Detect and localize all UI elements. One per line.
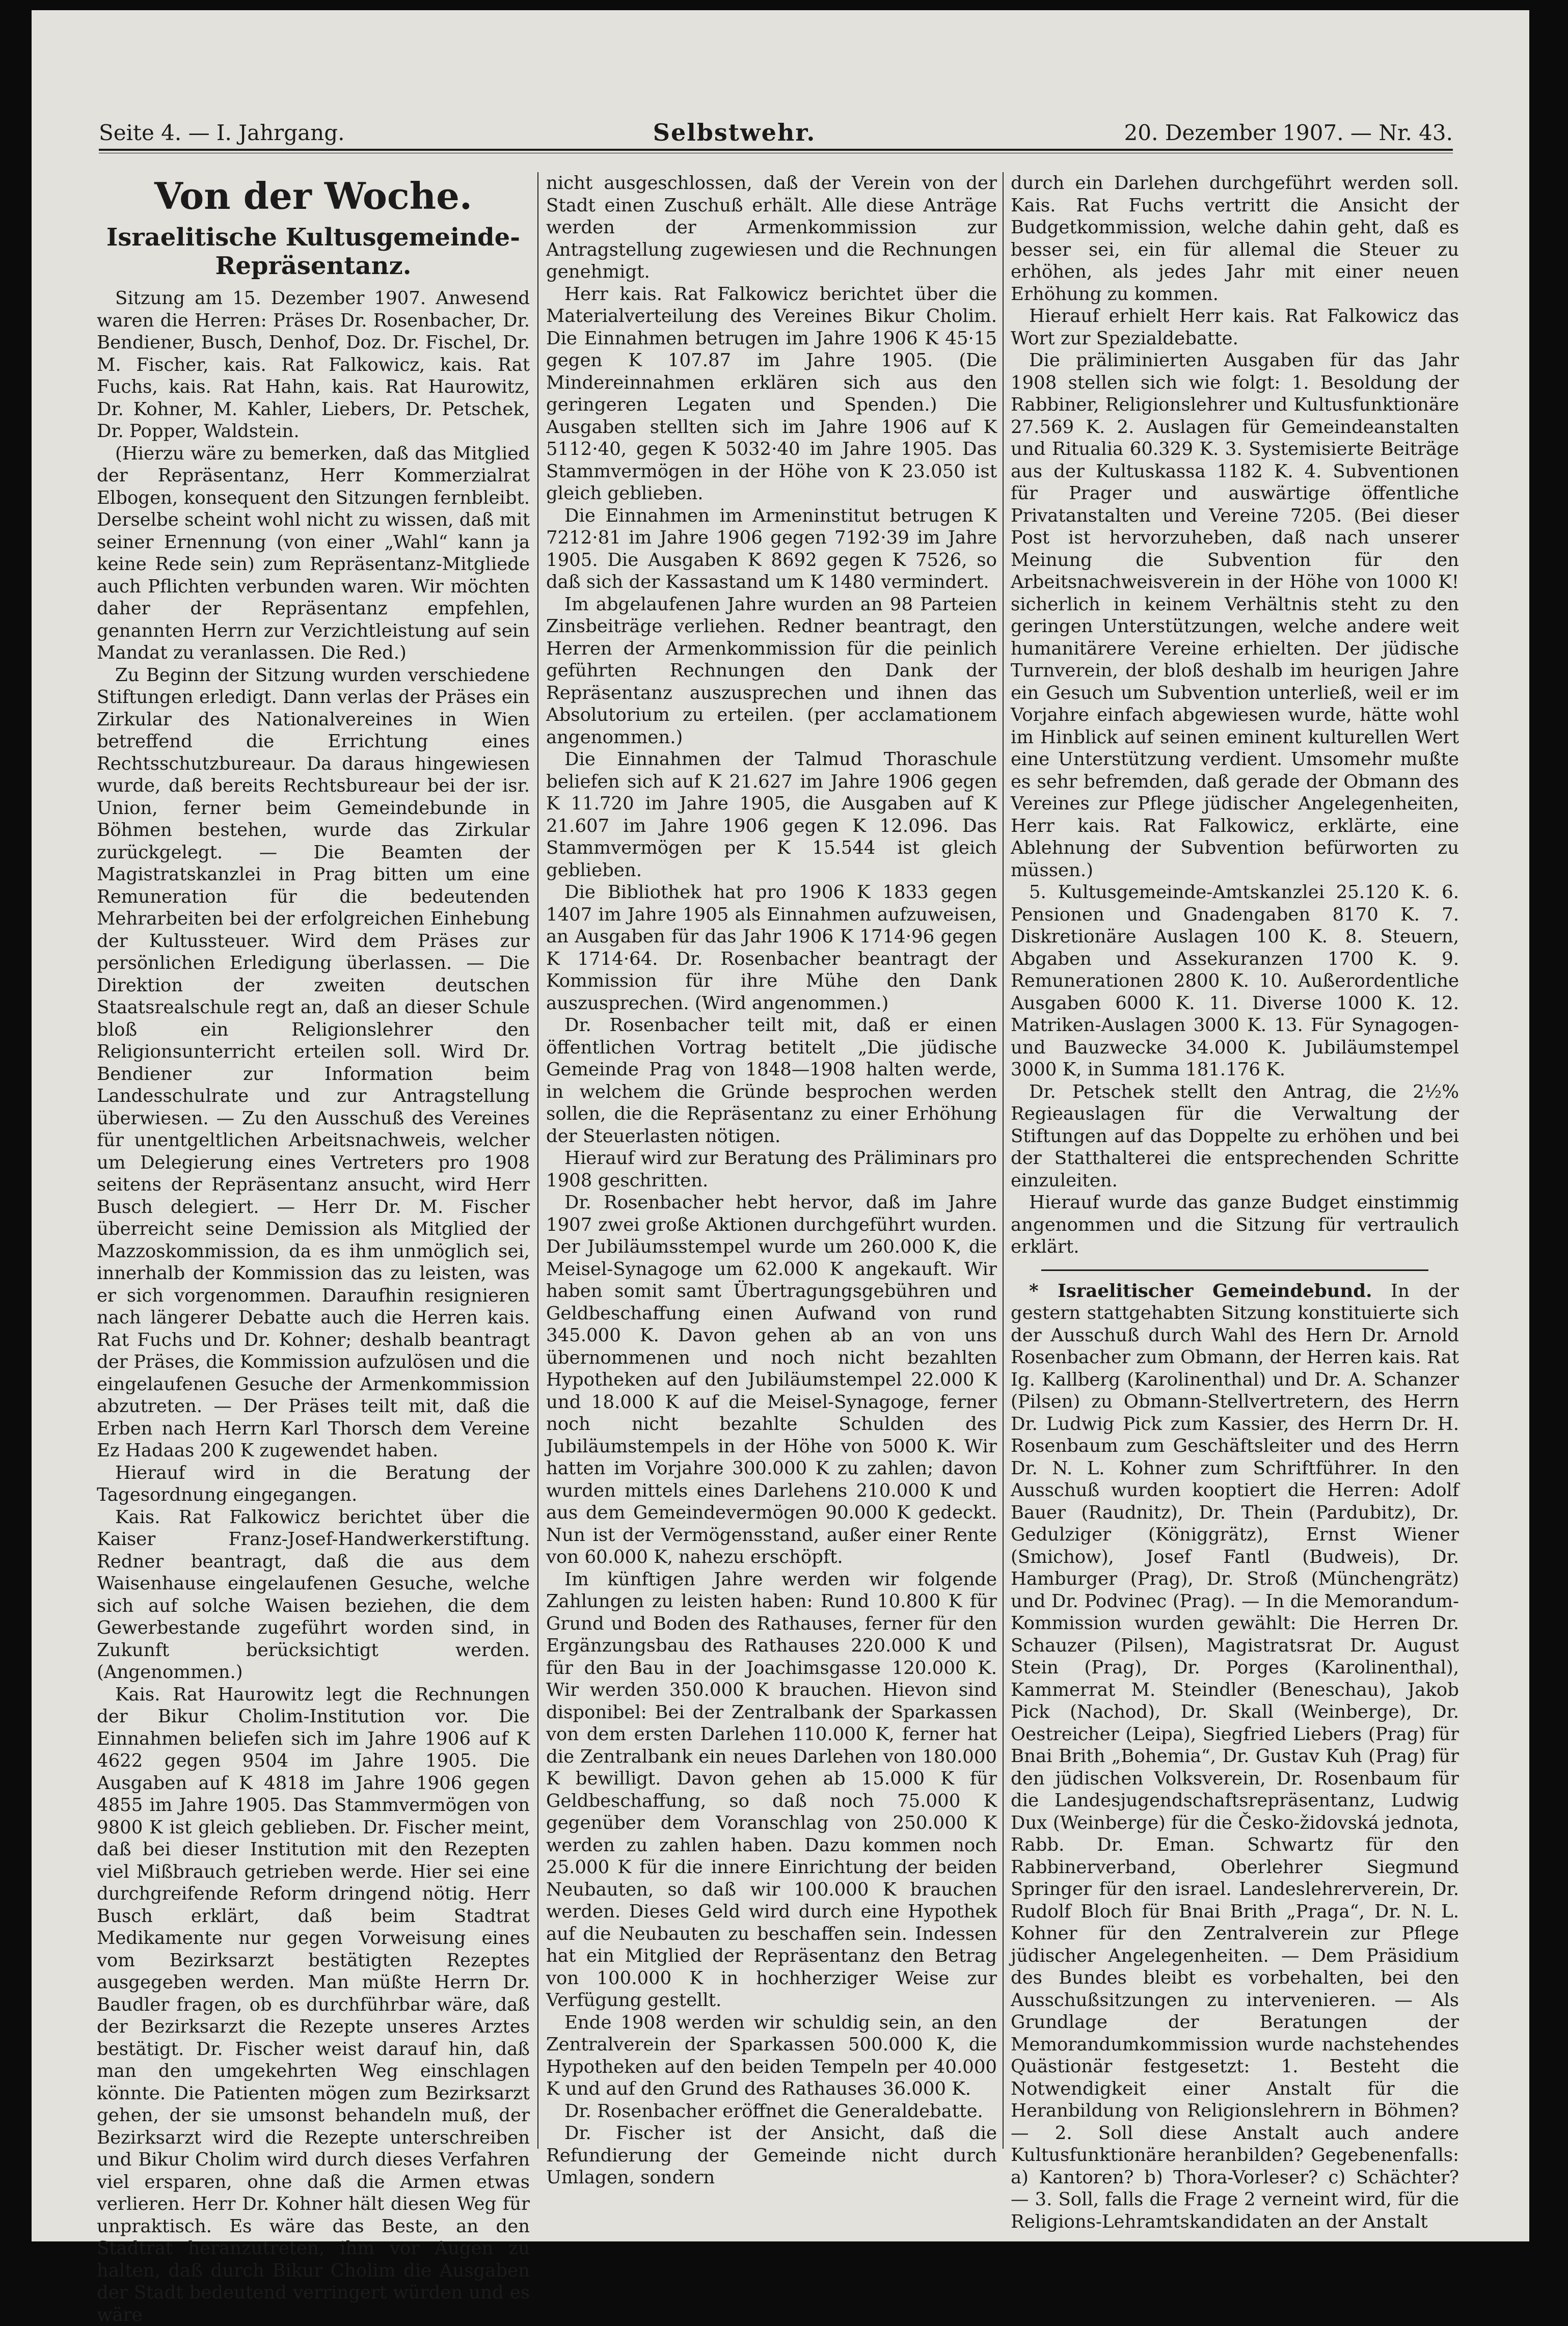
notice-heading: * Israelitischer Gemeindebund. bbox=[1029, 1281, 1372, 1302]
paragraph: Hierauf erhielt Herr kais. Rat Falkowicz das Wort zur Spezialdebatte. bbox=[1011, 305, 1459, 349]
paragraph: Kais. Rat Haurowitz legt die Rechnungen der Bikur Cholim-Institution vor. Die Einnahmen beliefen sich im Jahre 1906 auf K 4622 gegen 9504 im Jahre 1905. Die Ausgaben auf K 4818 im Jahre 1906 gegen 4855 im Jahre 1905. Das Stammvermögen von 9800 K ist gleich geblieben. Dr. Fischer meint, daß bei dieser Institution mit den Rezepten viel Mißbrauch getrieben werde. Hier sei eine durchgreifende Reform dringend nötig. Herr Busch erklärt, daß beim Stadtrat Medikamente nur gegen Vorweisung eines vom Bezirksarzt bestätigten Rezeptes ausgegeben werden. Man müßte Herrn Dr. Baudler fragen, ob es durchführbar wäre, daß der Bezirksarzt die Rezepte unseres Arztes bestätigt. Dr. Fischer weist darauf hin, daß man den umgekehrten Weg einschlagen könnte. Die Patienten mögen zum Bezirksarzt gehen, der sie umsonst behandeln muß, der Bezirksarzt wird die Rezepte unterschreiben und Bikur Cholim wird durch dieses Verfahren viel ersparen, ohne daß die Armen etwas verlieren. Herr Dr. Kohner hält diesen Weg für unpraktisch. Es wäre das Beste, an den Stadtrat heranzutreten, ihm vor Augen zu halten, daß durch Bikur Cholim die Ausgaben der Stadt bedeutend verringert würden und es wäre bbox=[97, 1684, 530, 2326]
paragraph: Im künftigen Jahre werden wir folgende Zahlungen zu leisten haben: Rund 10.800 K für Grund und Boden des Rathauses, ferner für den Ergänzungsbau des Rathauses 220.000 K und für den Bau in der Joachimsgasse 120.000 K. Wir werden 350.000 K brauchen. Hievon sind disponibel: Bei der Zentralbank der Sparkassen von dem ersten Darlehen 110.000 K, ferner hat die Zentralbank ein neues Darlehen von 180.000 K bewilligt. Davon gehen ab 15.000 K für Geldbeschaffung, so daß noch 75.000 K gegenüber dem Voranschlag von 250.000 K werden zu zahlen haben. Dazu kommen noch 25.000 K für die innere Einrichtung der beiden Neubauten, so daß wir 100.000 K brauchen werden. Dieses Geld wird durch eine Hypothek auf die Neubauten zu beschaffen sein. Indessen hat ein Mitglied der Repräsentanz den Betrag von 100.000 K in hochherziger Weise zur Verfügung gestellt. bbox=[546, 1568, 997, 2012]
paragraph: Hierauf wurde das ganze Budget einstimmig angenommen und die Sitzung für vertraulich erklärt. bbox=[1011, 1192, 1459, 1258]
paragraph: Hierauf wird zur Beratung des Präliminars pro 1908 geschritten. bbox=[546, 1147, 997, 1192]
paragraph: Hierauf wird in die Beratung der Tagesordnung eingegangen. bbox=[97, 1462, 530, 1506]
paragraph: Sitzung am 15. Dezember 1907. Anwesend waren die Herren: Präses Dr. Rosenbacher, Dr. Bendiener, Busch, Denhof, Doz. Dr. Fischel, Dr. M. Fischer, kais. Rat Falkowicz, kais. Rat Fuchs, kais. Rat Hahn, kais. Rat Haurowitz, Dr. Kohner, M. Kahler, Liebers, Dr. Petschek, Dr. Popper, Waldstein. bbox=[97, 287, 530, 443]
notice-body: In der gestern stattgehabten Sitzung konstituierte sich der Ausschuß durch Wahl des Hern Dr. Arnold Rosenbacher zum Obmann, der Herren kais. Rat Ig. Kallberg (Karolinenthal) und Dr. A. Schanzer (Pilsen) zu Obmann-Stellvertretern, des Herrn Dr. Ludwig Pick zum Kassier, des Herrn Dr. H. Rosenbaum zum Geschäftsleiter und des Herrn Dr. N. L. Kohner zum Schriftführer. In den Ausschuß wurden kooptiert die Herren: Adolf Bauer (Raudnitz), Dr. Thein (Pardubitz), Dr. Gedulziger (Königgrätz), Ernst Wiener (Smichow), Josef Fantl (Budweis), Dr. Hamburger (Prag), Dr. Stroß (Münchengrätz) und Dr. Podvinec (Prag). — In die Memorandum-Kommission wurden gewählt: Die Herren Dr. Schauzer (Pilsen), Magistratsrat Dr. August Stein (Prag), Dr. Porges (Karolinenthal), Kammerrat M. Steindler (Beneschau), Jakob Pick (Nachod), Dr. Skall (Weinberge), Dr. Oestreicher (Leipa), Siegfried Liebers (Prag) für Bnai Brith „Bohemia“, Dr. Gustav Kuh (Prag) für den jüdischen Volksverein, Dr. Rosenbaum für die Landesjugendschaftsrepräsentanz, Ludwig Dux (Weinberge) für die Česko-židovská jednota, Rabb. Dr. Eman. Schwartz für den Rabbinerverband, Oberlehrer Siegmund Springer für den israel. Landeslehrerverein, Dr. Rudolf Bloch für Bnai Brith „Praga“, Dr. N. L. Kohner für den Zentralverein zur Pflege jüdischer Angelegenheiten. — Dem Präsidium des Bundes bleibt es vorbehalten, bei den Ausschußsitzungen zu intervenieren. — Als Grundlage der Beratungen der Memorandumkommission wurde nachstehendes Quästionär festgesetzt: 1. Besteht die Notwendigkeit einer Anstalt für die Heranbildung von Religionslehrern in Böhmen? — 2. Soll diese Anstalt auch andere Kultusfunktionäre heranbilden? Gegebenenfalls: a) Kantoren? b) Thora-Vorleser? c) Schächter? — 3. Soll, falls die Frage 2 verneint wird, für die Religions-Lehramtskandidaten an der Anstalt bbox=[1011, 1281, 1459, 2232]
paragraph: 5. Kultusgemeinde-Amtskanzlei 25.120 K. 6. Pensionen und Gnadengaben 8170 K. 7. Diskretionäre Auslagen 100 K. 8. Steuern, Abgaben und Assekuranzen 1700 K. 9. Remunerationen 2800 K. 10. Außerordentliche Ausgaben 6000 K. 11. Diverse 1000 K. 12. Matriken-Auslagen 3000 K. 13. Für Synagogen- und Bauzwecke 34.000 K. Jubiläumstempel 3000 K, in Summa 181.176 K. bbox=[1011, 881, 1459, 1081]
newspaper-page bbox=[32, 10, 1529, 2241]
article-title: Israelitische Kultusgemeinde-Repräsentanz. bbox=[97, 223, 530, 280]
column-divider bbox=[537, 172, 538, 2149]
paragraph: Dr. Rosenbacher eröffnet die Generaldebatte. bbox=[546, 2100, 997, 2123]
paragraph: (Hierzu wäre zu bemerken, daß das Mitglied der Repräsentanz, Herr Kommerzialrat Elbogen, konsequent den Sitzungen fernbleibt. Derselbe scheint wohl nicht zu wissen, daß mit seiner Ernennung (von einer „Wahl“ kann ja keine Rede sein) zum Repräsentanz-Mitgliede auch Pflichten verbunden waren. Wir möchten daher der Repräsentanz empfehlen, genannten Herrn zur Verzichtleistung auf sein Mandat zu veranlassen. Die Red.) bbox=[97, 443, 530, 664]
date-number: 20. Dezember 1907. — Nr. 43. bbox=[1124, 120, 1453, 145]
section-divider bbox=[1041, 1269, 1428, 1271]
section-title: Von der Woche. bbox=[97, 174, 530, 218]
header-rule bbox=[99, 149, 1453, 151]
column-divider bbox=[1003, 172, 1004, 2149]
page-number-issue: Seite 4. — I. Jahrgang. bbox=[99, 120, 344, 145]
column-1 bbox=[97, 172, 530, 2149]
paragraph: Die Einnahmen im Armeninstitut betrugen K 7212·81 im Jahre 1906 gegen 7192·39 im Jahre 1905. Die Ausgaben K 8692 gegen K 7526, so daß sich der Kassastand um K 1480 vermindert. bbox=[546, 505, 997, 593]
paragraph: Herr kais. Rat Falkowicz berichtet über die Materialverteilung des Vereines Bikur Cholim. Die Einnahmen betrugen im Jahre 1906 K 45·15 gegen K 107.87 im Jahre 1905. (Die Mindereinnahmen erklären sich aus den geringeren Legaten und Spenden.) Die Ausgaben stellten sich im Jahre 1906 auf K 5112·40, gegen K 5032·40 im Jahre 1905. Das Stammvermögen in der Höhe von K 23.050 ist gleich geblieben. bbox=[546, 283, 997, 505]
notice-paragraph bbox=[1011, 1280, 1459, 2233]
paragraph: Die Einnahmen der Talmud Thoraschule beliefen sich auf K 21.627 im Jahre 1906 gegen K 11.720 im Jahre 1905, die Ausgaben auf K 21.607 im Jahre 1906 gegen K 12.096. Das Stammvermögen per K 15.544 ist gleich geblieben. bbox=[546, 748, 997, 881]
paragraph: Ende 1908 werden wir schuldig sein, an den Zentralverein der Sparkassen 500.000 K, die Hypotheken auf den beiden Tempeln per 40.000 K und auf den Grund des Rathauses 36.000 K. bbox=[546, 2012, 997, 2100]
paragraph: Die präliminierten Ausgaben für das Jahr 1908 stellen sich wie folgt: 1. Besoldung der Rabbiner, Religionslehrer und Kultusfunktionäre 27.569 K. 2. Auslagen für Gemeindeanstalten und Ritualia 60.329 K. 3. Systemisierte Beiträge aus der Kultuskassa 1182 K. 4. Subventionen für Prager und auswärtige öffentliche Privatanstalten und Vereine 7205. (Bei dieser Post ist hervorzuheben, daß nach unserer Meinung die Subvention für den Arbeitsnachweisverein in der Höhe von 1000 K! sicherlich in keinem Verhältnis steht zu den geringen Unterstützungen, welche andere weit humanitärere Vereine erhielten. Der jüdische Turnverein, der bloß deshalb im heurigen Jahre ein Gesuch um Subvention unterließ, weil er im Vorjahre einfach abgewiesen wurde, hätte wohl im Hinblick auf seinen eminent kulturellen Wert eine Unterstützung verdient. Umsomehr mußte es sehr befremden, daß gerade der Obmann des Vereines zur Pflege jüdischer Angelegenheiten, Herr kais. Rat Falkowicz, erklärte, eine Ablehnung der Subvention befürworten zu müssen.) bbox=[1011, 349, 1459, 881]
paragraph: Kais. Rat Falkowicz berichtet über die Kaiser Franz-Josef-Handwerkerstiftung. Redner beantragt, daß die aus dem Waisenhause eingelaufenen Gesuche, welche sich auf solche Waisen beziehen, die dem Gewerbestande zugeführt worden sind, in Zukunft berücksichtigt werden. (Angenommen.) bbox=[97, 1506, 530, 1684]
paragraph: Dr. Rosenbacher teilt mit, daß er einen öffentlichen Vortrag betitelt „Die jüdische Gemeinde Prag von 1848—1908 halten werde, in welchem die Gründe besprochen werden sollen, die die Repräsentanz zu einer Erhöhung der Steuerlasten nötigen. bbox=[546, 1014, 997, 1147]
paragraph: Dr. Petschek stellt den Antrag, die 2½% Regieauslagen für die Verwaltung der Stiftungen auf das Doppelte zu erhöhen und bei der Statthalterei die entsprechenden Schritte einzuleiten. bbox=[1011, 1081, 1459, 1192]
paragraph: Dr. Rosenbacher hebt hervor, daß im Jahre 1907 zwei große Aktionen durchgeführt wurden. Der Jubiläumsstempel wurde um 260.000 K, die Meisel-Synagoge um 62.000 K angekauft. Wir haben somit samt Übertragungsgebühren und Geldbeschaffung einen Aufwand von rund 345.000 K. Davon gehen ab an von uns übernommenen und noch nicht bezahlten Hypotheken auf den Jubiläumstempel 22.000 K und 18.000 K auf die Meisel-Synagoge, ferner noch nicht bezahlte Schulden des Jubiläumstempels in der Höhe von 5000 K. Wir hatten im Vorjahre 300.000 K zu zahlen; davon wurden mittels eines Darlehens 210.000 K und aus dem Gemeindevermögen 90.000 K gedeckt. Nun ist der Vermögensstand, außer einer Rente von 60.000 K, nahezu erschöpft. bbox=[546, 1192, 997, 1568]
page-header bbox=[99, 117, 1453, 148]
paragraph: Im abgelaufenen Jahre wurden an 98 Parteien Zinsbeiträge verliehen. Redner beantragt, den Herren der Armenkommission für die peinlich geführten Rechnungen den Dank der Repräsentanz auszusprechen und ihnen das Absolutorium zu erteilen. (per acclamationem angenommen.) bbox=[546, 593, 997, 749]
masthead: Selbstwehr. bbox=[653, 119, 816, 146]
paragraph: Die Bibliothek hat pro 1906 K 1833 gegen 1407 im Jahre 1905 als Einnahmen aufzuweisen, an Ausgaben für das Jahr 1906 K 1714·96 gegen K 1714·64. Dr. Rosenbacher beantragt der Kommission für ihre Mühe den Dank auszusprechen. (Wird angenommen.) bbox=[546, 881, 997, 1014]
column-3 bbox=[1011, 172, 1459, 2149]
paragraph: nicht ausgeschlossen, daß der Verein von der Stadt einen Zuschuß erhält. Alle diese Anträge werden der Armenkommission zur Antragstellung zugewiesen und die Rechnungen genehmigt. bbox=[546, 172, 997, 283]
column-2 bbox=[546, 172, 997, 2149]
paragraph: Zu Beginn der Sitzung wurden verschiedene Stiftungen erledigt. Dann verlas der Präses ein Zirkular des Nationalvereines in Wien betreffend die Errichtung eines Rechtsschutzbureaur. Da daraus hingewiesen wurde, daß bereits Rechtsbureaur bei der isr. Union, ferner beim Gemeindebunde in Böhmen bestehen, wurde das Zirkular zurückgelegt. — Die Beamten der Magistratskanzlei in Prag bitten um eine Remuneration für die bedeutenden Mehrarbeiten bei der erfolgreichen Einhebung der Kultussteuer. Wird dem Präses zur persönlichen Erledigung überlassen. — Die Direktion der zweiten deutschen Staatsrealschule regt an, daß an dieser Schule bloß ein Religionslehrer den Religionsunterricht erteilen soll. Wird Dr. Bendiener zur Information beim Landesschulrate und zur Antragstellung überwiesen. — Zu den Ausschuß des Vereines für unentgeltlichen Arbeitsnachweis, welcher um Delegierung eines Vertreters pro 1908 seitens der Repräsentanz ansucht, wird Herr Busch delegiert. — Herr Dr. M. Fischer überreicht seine Demission als Mitglied der Mazzoskommission, da es ihm unmöglich sei, innerhalb der Kommission das zu leisten, was er sich vorgenommen. Daraufhin resignieren nach längerer Debatte auch die Herren kais. Rat Fuchs und Dr. Kohner; deshalb beantragt der Präses, die Kommission aufzulösen und die eingelaufenen Gesuche der Armenkommission abzutreten. — Der Präses teilt mit, daß die Erben nach Herrn Karl Thorsch dem Vereine Ez Hadaas 200 K zugewendet haben. bbox=[97, 664, 530, 1462]
paragraph: Dr. Fischer ist der Ansicht, daß die Refundierung der Gemeinde nicht durch Umlagen, sondern bbox=[546, 2122, 997, 2189]
paragraph: durch ein Darlehen durchgeführt werden soll. Kais. Rat Fuchs vertritt die Ansicht der Budgetkommission, welche dahin geht, daß es besser sei, ein für allemal die Steuer zu erhöhen, als jedes Jahr mit einer neuen Erhöhung zu kommen. bbox=[1011, 172, 1459, 305]
